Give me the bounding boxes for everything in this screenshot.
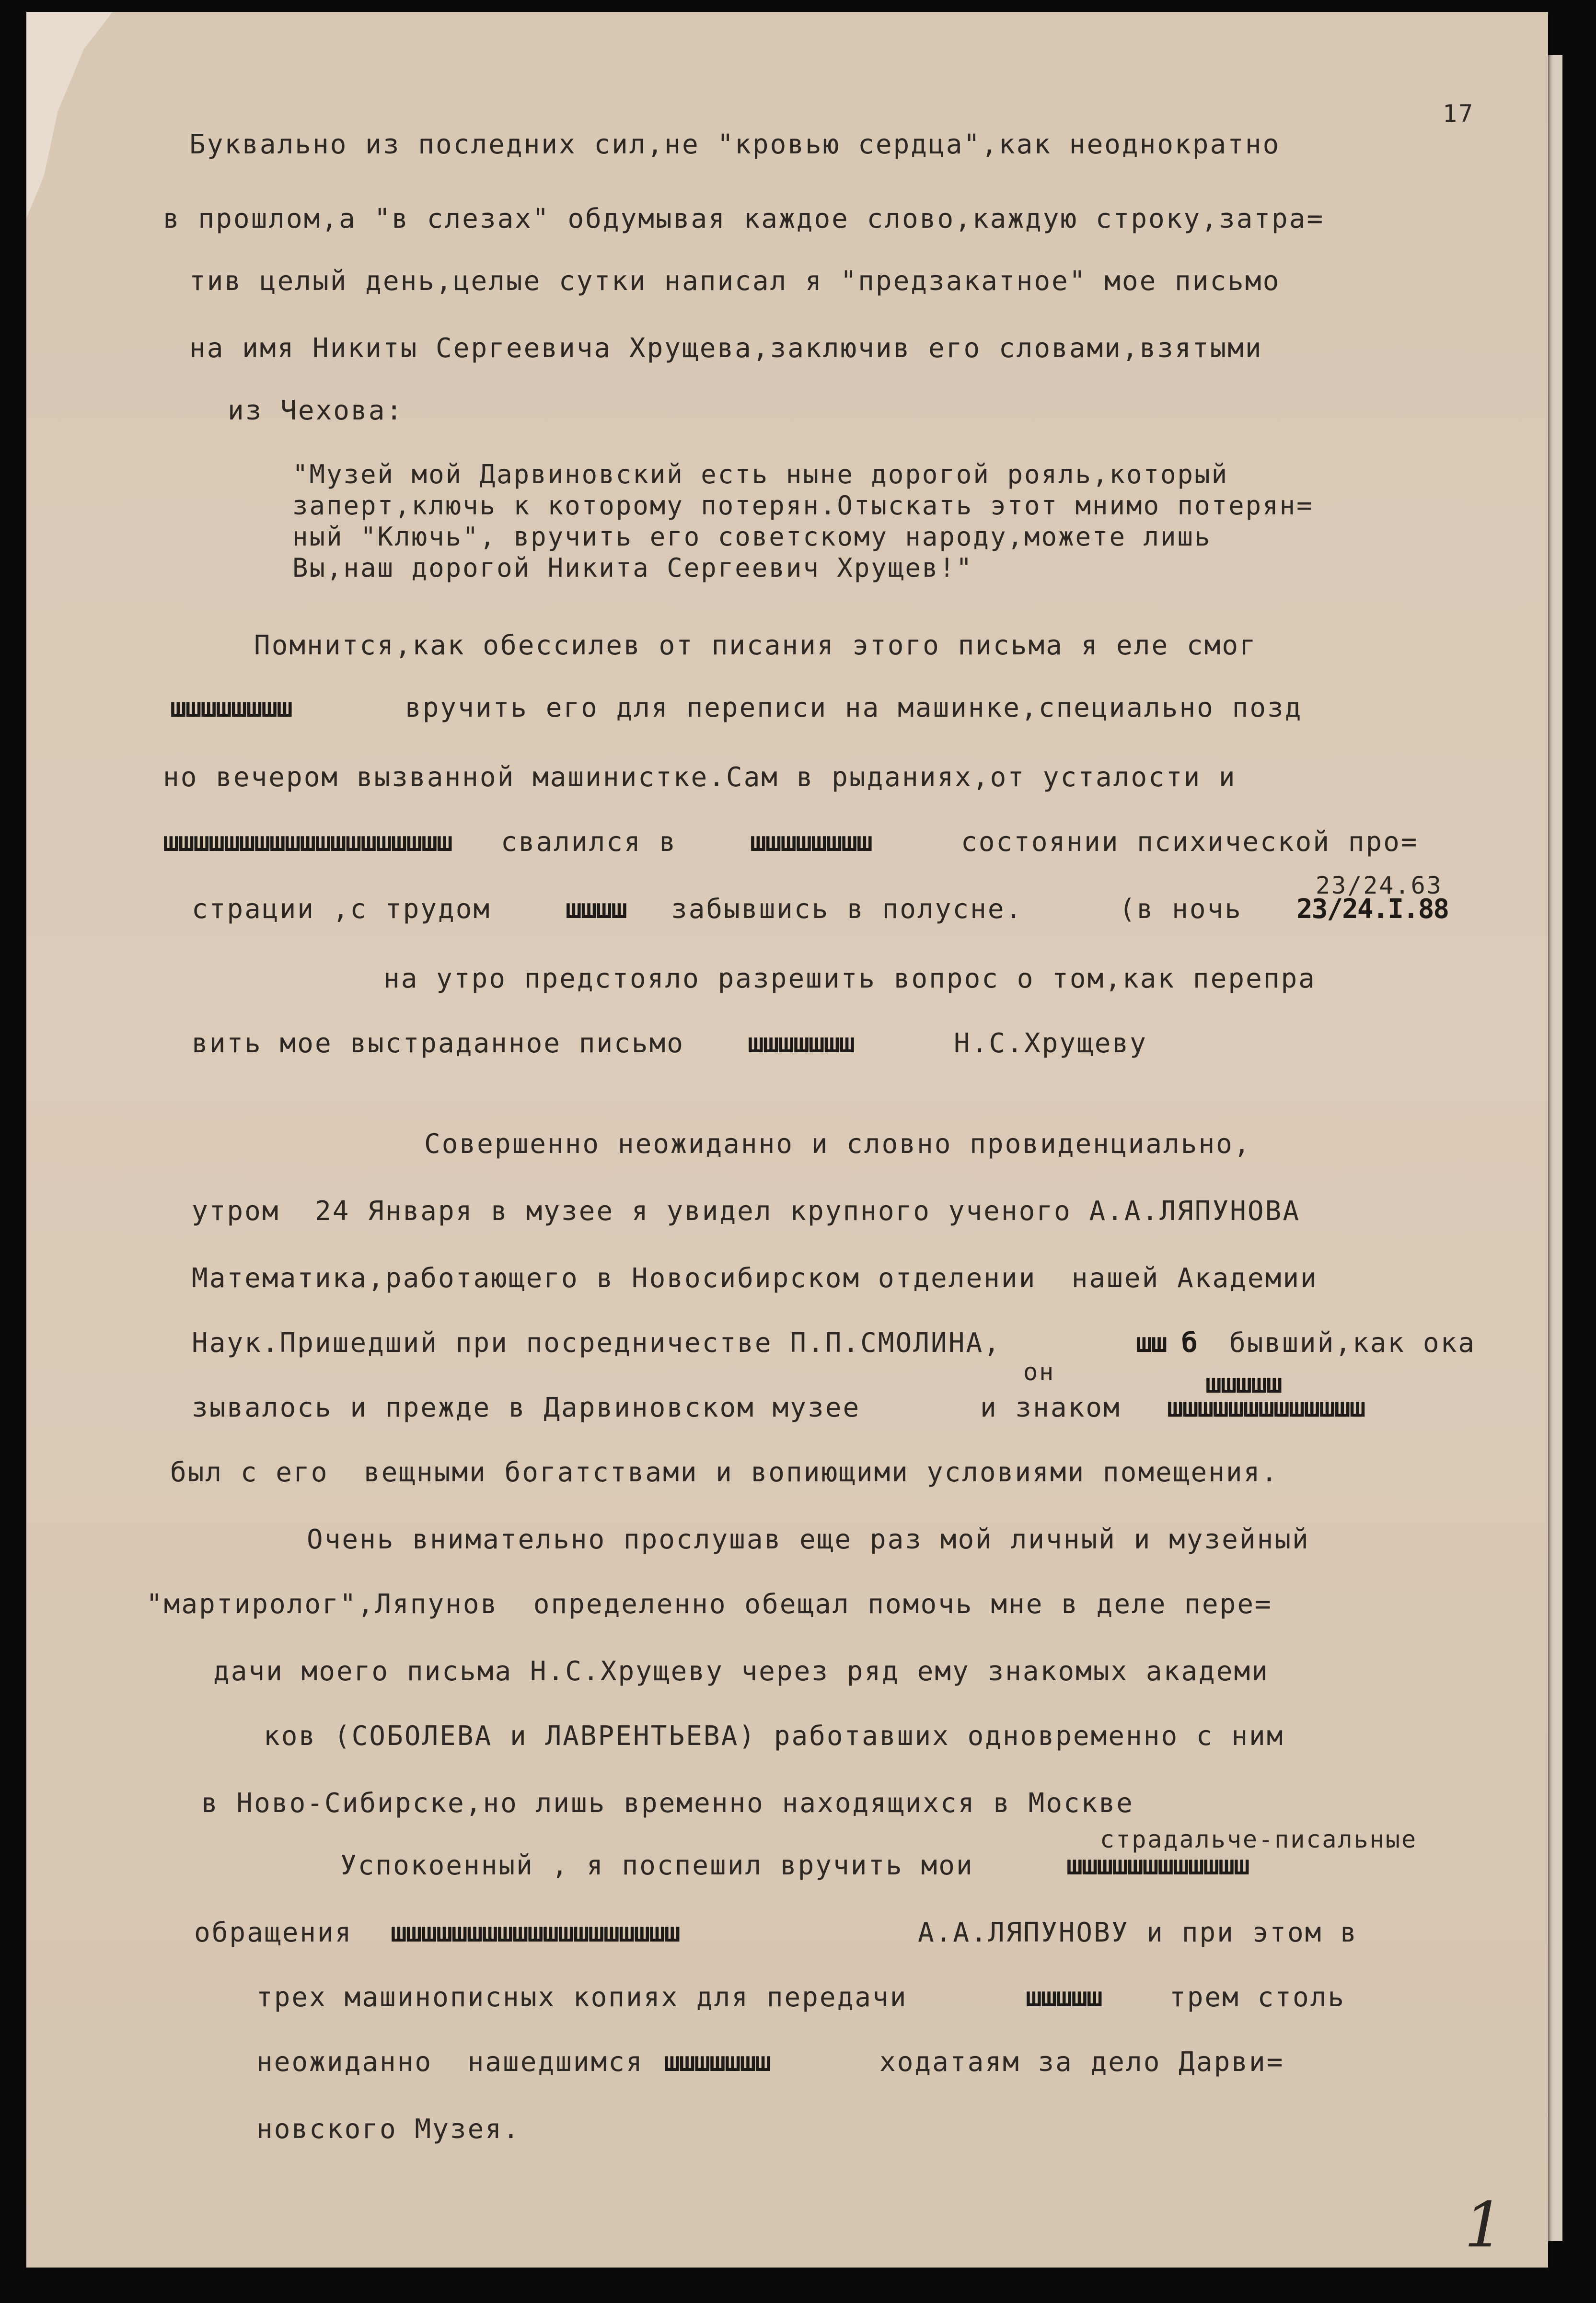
text-line-1: Буквально из последних сил,не "кровью сердца",как неоднократно [189,129,1281,160]
text-line-2: в прошлом,а "в слезах" обдумывая каждое слово,каждую строку,затра= [163,203,1325,234]
text-line-7: вручить его для переписи на машинке,специально позд [405,692,1303,723]
text-line-23: в Ново-Сибирске,но лишь временно находящихся в Москве [201,1788,1134,1819]
text-line-17b: и знаком [980,1392,1121,1423]
inserted-word: страдальче-писальные [1100,1826,1418,1853]
text-line-26b: трем столь [1169,1982,1346,2013]
quote-line-4: Вы,наш дорогой Никита Сергеевич Хрущев!" [292,553,973,583]
struck-out-word: шшшшшшшшшшшшшшшшшшш [163,826,452,858]
struck-out-word: шшшшшшшшшшшшшшшшшшш [391,1917,680,1948]
text-line-19: Очень внимательно прослушав еще раз мой личный и музейный [307,1524,1310,1555]
struck-out-date: 23/24.I.88 [1296,894,1449,925]
page-number: 17 [1443,100,1475,128]
text-line-5: из Чехова: [228,395,404,426]
text-line-16b: бывший,как ока [1229,1327,1476,1359]
text-line-9b: состоянии психической про= [961,826,1419,858]
text-line-12b: Н.С.Хрущеву [954,1028,1147,1059]
text-line-18: был с его вещными богатствами и вопиющими условиями помещения. [170,1457,1279,1488]
struck-out-word: шшшшшшшшшшшш [1066,1850,1249,1881]
quote-line-3: ный "Ключь", вручить его советскому народу,можете лишь [292,522,1212,552]
text-line-4: на имя Никиты Сергеевича Хрущева,заключив его словами,взятыми [189,333,1263,364]
struck-out-word: шшшшш [1205,1368,1282,1399]
text-line-10a: страции ,с трудом [192,894,491,925]
text-line-10b: забывшись в полусне. [671,894,1023,925]
corner-mark: 1 [1464,2188,1504,2261]
text-line-22: ков (СОБОЛЕВА и ЛАВРЕНТЬЕВА) работавших одновременно с ним [264,1721,1284,1752]
text-line-11: на утро предстояло разрешить вопрос о том,как перепра [383,963,1316,994]
struck-out-word: шшшшшшшш [750,826,872,858]
text-line-15: Математика,работающего в Новосибирском отделении нашей Академии [192,1263,1318,1294]
struck-out-word: шшшшшшшшшшшшш [1167,1392,1365,1423]
text-line-28: новского Музея. [256,2114,520,2145]
text-line-27b: ходатаям за дело Дарви= [879,2047,1284,2078]
text-line-14: утром 24 Января в музее я увидел крупного ученого А.А.ЛЯПУНОВА [192,1196,1301,1227]
text-line-21: дачи моего письма Н.С.Хрущеву через ряд ему знакомых академи [213,1656,1269,1687]
text-line-17a: зывалось и прежде в Дарвиновском музее [192,1392,861,1423]
text-line-9a: свалился в [501,826,677,858]
text-line-13: Совершенно неожиданно и словно провиденциально, [424,1128,1251,1160]
quote-line-2: заперт,ключь к которому потерян.Отыскать этот мнимо потерян= [292,490,1314,521]
text-line-8: но вечером вызванной машинистке.Сам в рыданиях,от усталости и [163,762,1237,793]
typewritten-page [26,12,1548,2268]
struck-out-word: шшшшш [1026,1982,1102,2013]
text-line-27a: неожиданно нашедшимся [256,2047,644,2078]
quote-line-1: "Музей мой Дарвиновский есть ныне дорогой рояль,который [292,459,1229,489]
struck-out-word: шш б [1136,1327,1197,1359]
text-line-3: тив целый день,целые сутки написал я "предзакатное" мое письмо [189,266,1281,297]
text-line-20: "мартиролог",Ляпунов определенно обещал помочь мне в деле пере= [146,1589,1272,1620]
date-correction: 23/24.63 [1316,872,1443,899]
text-line-12a: вить мое выстраданное письмо [192,1028,685,1059]
text-line-10c: (в ночь [1119,894,1243,925]
struck-out-word: шшшшшшш [664,2047,771,2078]
struck-out-word: шшшшшшш [748,1028,855,1059]
text-line-6: Помнится,как обессилев от писания этого письма я еле смог [254,630,1257,661]
inserted-word: он [1023,1358,1055,1386]
text-line-26a: трех машинописных копиях для передачи [256,1982,908,2013]
text-line-24a: Успокоенный , я поспешил вручить мои [340,1850,974,1881]
text-line-16a: Наук.Пришедший при посредничестве П.П.СМОЛИНА, [192,1327,1001,1359]
struck-out-word: шшшшшшшш [170,692,292,723]
text-line-25b: А.А.ЛЯПУНОВУ и при этом в [918,1917,1358,1948]
text-line-25a: обращения [194,1917,353,1948]
struck-out-word: шшшш [566,894,626,925]
